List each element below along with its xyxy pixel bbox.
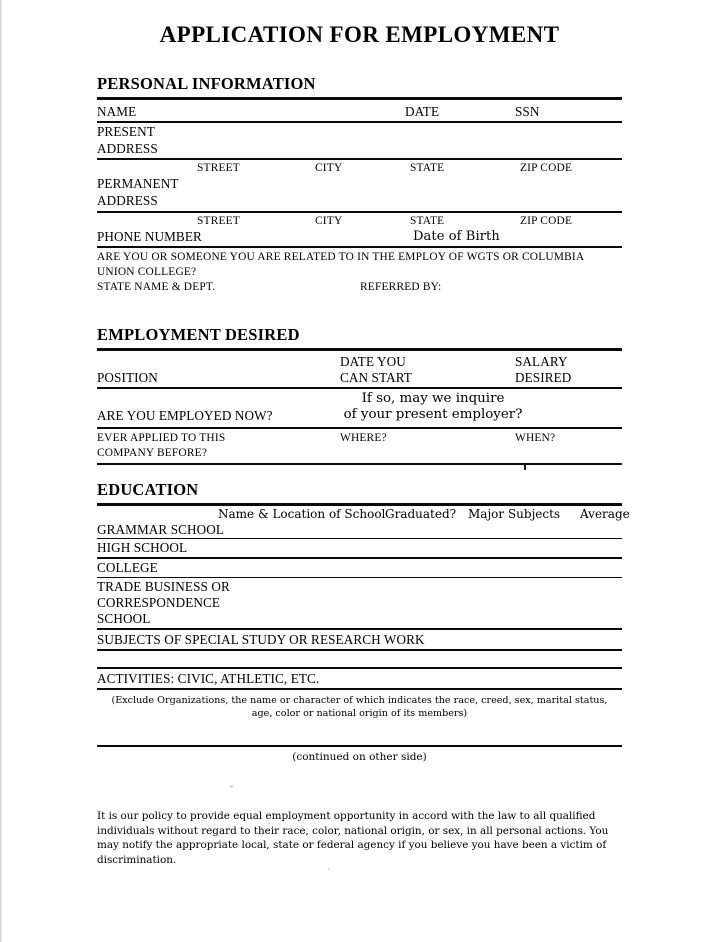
permanent-address-column-labels [97, 214, 622, 229]
section-heading-personal-information: PERSONAL INFORMATION [97, 74, 316, 93]
ever-applied-row-line2 [97, 446, 622, 463]
table-row-grammar-school [97, 522, 622, 538]
section-rule [97, 503, 622, 506]
relation-question-line1 [97, 250, 622, 265]
table-row-trade-school-line2 [97, 595, 622, 611]
position-row [97, 370, 622, 387]
relation-question-text-line1: ARE YOU OR SOMEONE YOU ARE RELATED TO IN THE EMPLOY OF WGTS OR COLUMBIA [97, 251, 585, 263]
college-label: COLLEGE [97, 559, 158, 575]
present-address-column-labels [97, 161, 622, 176]
state-name-referred-row [97, 280, 622, 296]
permanent-address-row-line2 [97, 193, 622, 211]
state-label: STATE [410, 215, 445, 227]
employment-column-labels-line1 [97, 354, 622, 370]
salary-desired-label-line2: DESIRED [515, 370, 572, 385]
activities-row [97, 669, 622, 688]
column-major-subjects: Major Subjects [468, 507, 561, 521]
field-rule [97, 121, 622, 123]
column-average: Average [580, 507, 630, 521]
permanent-address-label-line1: PERMANENT [97, 176, 179, 191]
ever-applied-label-line1: EVER APPLIED TO THIS [97, 432, 226, 444]
ever-applied-row-line1 [97, 431, 622, 446]
street-label: STREET [197, 162, 240, 174]
present-address-label-line2: ADDRESS [97, 141, 158, 156]
field-rule [97, 158, 622, 160]
phone-dob-row [97, 229, 622, 246]
high-school-label: HIGH SCHOOL [97, 540, 188, 556]
special-study-row [97, 630, 622, 649]
scan-tick-artifact [524, 465, 526, 470]
activities-label: ACTIVITIES: CIVIC, ATHLETIC, ETC. [97, 671, 320, 687]
ssn-label: SSN [515, 104, 540, 119]
grammar-school-label: GRAMMAR SCHOOL [97, 522, 225, 537]
relation-question-line2 [97, 265, 622, 280]
trade-school-label-line3: SCHOOL [97, 611, 151, 627]
trade-school-label-line1: TRADE BUSINESS OR [97, 579, 230, 595]
permanent-address-row-line1 [97, 176, 622, 193]
name-label: NAME [97, 104, 137, 119]
state-label: STATE [410, 162, 445, 174]
present-address-row-line2 [97, 141, 622, 158]
date-label: DATE [405, 104, 440, 119]
city-label: CITY [315, 215, 343, 227]
field-rule [97, 463, 622, 465]
table-row-trade-school-line1 [97, 578, 622, 595]
table-row-trade-school-line3 [97, 611, 622, 628]
state-name-dept-label: STATE NAME & DEPT. [97, 281, 216, 293]
employed-now-block [97, 389, 622, 427]
column-graduated: Graduated? [385, 507, 457, 521]
phone-number-label: PHONE NUMBER [97, 229, 202, 244]
document-sheet [97, 0, 630, 867]
scan-speck [328, 868, 330, 870]
trade-school-label-line2: CORRESPONDENCE [97, 595, 221, 611]
field-rule [97, 246, 622, 248]
zip-code-label: ZIP CODE [520, 162, 573, 174]
city-label: CITY [315, 162, 343, 174]
date-of-birth-label: Date of Birth [413, 229, 500, 244]
special-study-label: SUBJECTS OF SPECIAL STUDY OR RESEARCH WORK [97, 632, 425, 648]
document-title: APPLICATION FOR EMPLOYMENT [159, 22, 560, 47]
name-date-ssn-row [97, 104, 622, 121]
present-address-label-line1: PRESENT [97, 124, 155, 139]
activities-exclusion-note: (Exclude Organizations, the name or character of which indicates the race, creed, sex, marital status, age, color or national origin of its members) [111, 695, 608, 720]
when-label: WHEN? [515, 432, 556, 444]
equal-opportunity-policy-statement: It is our policy to provide equal employment opportunity in accord with the law to all qualified individuals without regard to their race, color, national origin, or sex, in all personal actions. You may notify the appropriate local, state or federal agency if you believe you have been a victim of discrimination. [97, 810, 609, 866]
table-row-high-school [97, 539, 622, 557]
present-address-row-line1 [97, 124, 622, 141]
section-heading-employment-desired: EMPLOYMENT DESIRED [97, 325, 300, 344]
table-row-college [97, 559, 622, 577]
continued-on-other-side-note: (continued on other side) [292, 751, 427, 764]
permanent-address-label-line2: ADDRESS [97, 193, 158, 208]
salary-desired-label-line1: SALARY [515, 354, 568, 369]
field-rule [97, 427, 622, 429]
relation-question-text-line2: UNION COLLEGE? [97, 266, 197, 278]
inquire-present-employer-line2: of your present employer? [343, 407, 523, 422]
date-can-start-label-line1: DATE YOU [340, 354, 406, 369]
education-column-headers [97, 507, 630, 522]
section-heading-education: EDUCATION [97, 480, 199, 499]
zip-code-label: ZIP CODE [520, 215, 573, 227]
scan-edge-artifact [0, 0, 3, 942]
street-label: STREET [197, 215, 240, 227]
ever-applied-label-line2: COMPANY BEFORE? [97, 447, 208, 459]
where-label: WHERE? [340, 432, 387, 444]
field-rule [97, 211, 622, 213]
inquire-present-employer-line1: If so, may we inquire [361, 391, 505, 406]
employed-now-label: ARE YOU EMPLOYED NOW? [97, 408, 273, 423]
column-name-location-of-school: Name & Location of School [218, 507, 386, 521]
position-label: POSITION [97, 370, 158, 385]
referred-by-label: REFERRED BY: [360, 281, 442, 293]
date-can-start-label-line2: CAN START [340, 370, 412, 385]
